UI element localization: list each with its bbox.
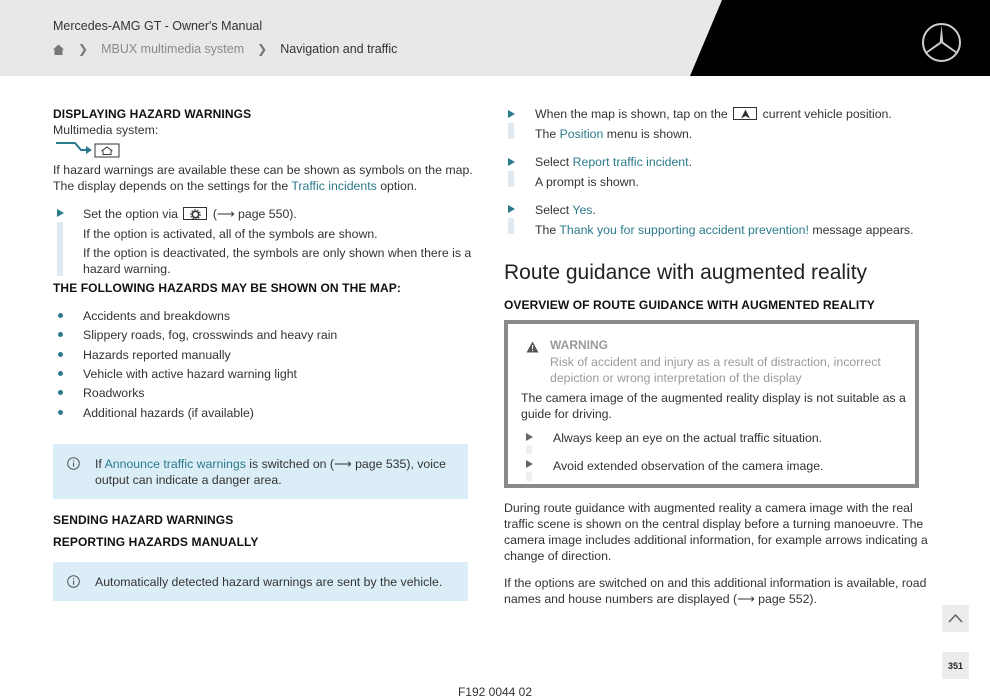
step-page-ref: (⟶ page 550).: [212, 207, 297, 221]
settings-gear-icon: [183, 207, 207, 220]
sending-hazards-heading: SENDING HAZARD WARNINGS: [53, 513, 234, 527]
paragraph-line: If the options are switched on and this additional information is available, road: [504, 576, 927, 590]
info-box-text: output can indicate a danger area.: [95, 473, 282, 487]
info-icon: [67, 457, 80, 470]
warning-box: [504, 320, 919, 488]
following-hazards-heading: THE FOLLOWING HAZARDS MAY BE SHOWN ON THE MAP:: [53, 281, 401, 295]
scroll-to-top-button[interactable]: [942, 605, 969, 632]
bullet: [58, 332, 63, 337]
option-deactivated-text: hazard warning.: [83, 262, 171, 276]
step-arrow-icon: [526, 433, 533, 441]
multimedia-label: Multimedia system:: [53, 123, 159, 137]
step-set-option: [83, 206, 297, 222]
report-traffic-incident-link[interactable]: Report traffic incident: [572, 155, 689, 169]
step-text: .: [592, 203, 596, 217]
step-result: [535, 222, 914, 238]
yes-option-link[interactable]: Yes: [572, 203, 593, 217]
page-number-button[interactable]: 351: [942, 652, 969, 679]
bullet: [58, 390, 63, 395]
step-text: current vehicle position.: [762, 107, 892, 121]
list-item: Vehicle with active hazard warning light: [83, 367, 297, 381]
thank-you-message-link[interactable]: Thank you for supporting accident prevention!: [559, 223, 809, 237]
step-bar: [508, 123, 514, 139]
step-result: [535, 126, 692, 142]
info-icon: [67, 575, 80, 588]
paragraph-line: traffic scene is shown on the central display before a turning manoeuvre. The: [504, 517, 924, 531]
step-arrow-icon: [508, 158, 515, 166]
warning-risk-text: depiction or wrong interpretation of the display: [550, 371, 802, 385]
info-box-automatic: [53, 562, 468, 601]
step-arrow-icon: [508, 110, 515, 118]
hazard-heading: DISPLAYING HAZARD WARNINGS: [53, 107, 252, 121]
section-title: Route guidance with augmented reality: [504, 261, 868, 284]
step-arrow-icon: [526, 460, 533, 468]
option-activated-text: If the option is activated, all of the symbols are shown.: [83, 227, 378, 241]
bullet: [58, 313, 63, 318]
list-item: Roadworks: [83, 386, 145, 400]
list-item: Accidents and breakdowns: [83, 309, 230, 323]
position-menu-link[interactable]: Position: [559, 127, 604, 141]
step-text: When the map is shown, tap on the: [535, 107, 728, 121]
mercedes-star-logo[interactable]: [921, 22, 962, 63]
intro-line-2: [53, 178, 473, 194]
chevron-up-icon: [948, 613, 963, 623]
list-item: Slippery roads, fog, crosswinds and heavy rain: [83, 328, 338, 342]
info-text: If: [95, 457, 105, 471]
reporting-hazards-heading: REPORTING HAZARDS MANUALLY: [53, 535, 259, 549]
step-select-yes: [535, 202, 596, 218]
breadcrumb: [52, 42, 397, 56]
traffic-incidents-link[interactable]: Traffic incidents: [291, 179, 377, 193]
page-header: [0, 0, 990, 76]
result-text: The: [535, 223, 560, 237]
step-arrow-icon: [508, 205, 515, 213]
step-arrow-icon: [57, 209, 64, 217]
result-text: The: [535, 127, 560, 141]
warning-title: WARNING: [550, 338, 608, 352]
step-bar: [508, 218, 514, 234]
vehicle-position-icon: [733, 107, 757, 120]
breadcrumb-navigation[interactable]: Navigation and traffic: [280, 42, 398, 56]
step-bar: [526, 445, 532, 454]
step-select-report: [535, 154, 692, 170]
intro-text: The display depends on the settings for the: [53, 179, 292, 193]
bullet: [58, 371, 63, 376]
result-text: menu is shown.: [603, 127, 693, 141]
paragraph-line: During route guidance with augmented reality a camera image with the real: [504, 501, 913, 515]
paragraph-line: names and house numbers are displayed (⟶ page 552).: [504, 592, 817, 606]
footer-code: F192 0044 02: [457, 685, 533, 699]
step-bar: [508, 171, 514, 187]
bullet: [58, 352, 63, 357]
result-text: message appears.: [808, 223, 914, 237]
intro-line-1: If hazard warnings are available these can be shown as symbols on the map.: [53, 163, 473, 177]
info-box-text: [95, 456, 455, 472]
overview-heading: OVERVIEW OF ROUTE GUIDANCE WITH AUGMENTED REALITY: [504, 298, 875, 312]
warning-risk-text: Risk of accident and injury as a result of distraction, incorrect: [550, 355, 881, 369]
step-text: Select: [535, 155, 573, 169]
warning-action-text: Avoid extended observation of the camera image.: [553, 459, 824, 473]
info-text: is switched on (⟶ page 535), voice: [245, 457, 446, 471]
info-box-text: Automatically detected hazard warnings are sent by the vehicle.: [95, 575, 443, 589]
step-text: Select: [535, 203, 573, 217]
option-deactivated-text: If the option is deactivated, the symbols are only shown when there is a: [83, 246, 472, 260]
warning-body-text: guide for driving.: [521, 407, 612, 421]
bullet: [58, 410, 63, 415]
step-text: .: [688, 155, 692, 169]
step-text: Set the option via: [83, 207, 179, 221]
navigation-path-icon: [55, 140, 121, 158]
step-bar: [57, 222, 63, 276]
list-item: Additional hazards (if available): [83, 406, 254, 420]
step-bar: [526, 472, 532, 481]
intro-text: option.: [376, 179, 418, 193]
warning-action-text: Always keep an eye on the actual traffic situation.: [553, 431, 823, 445]
breadcrumb-mbux[interactable]: MBUX multimedia system: [101, 42, 245, 56]
warning-body-text: The camera image of the augmented reality display is not suitable as a: [521, 391, 906, 405]
chevron-right-icon: ❯: [78, 42, 89, 56]
paragraph-line: change of direction.: [504, 549, 612, 563]
info-box-announce: [53, 444, 468, 499]
warning-triangle-icon: [526, 341, 539, 353]
step-result: A prompt is shown.: [535, 175, 639, 189]
paragraph-line: camera image includes additional information, for example arrows indicating a: [504, 533, 928, 547]
chevron-right-icon: ❯: [257, 42, 268, 56]
home-icon[interactable]: [52, 43, 65, 56]
announce-traffic-warnings-link[interactable]: Announce traffic warnings: [104, 457, 246, 471]
document-title: Mercedes-AMG GT - Owner's Manual: [53, 19, 263, 33]
list-item: Hazards reported manually: [83, 348, 231, 362]
step-tap-vehicle-position: [535, 106, 892, 122]
